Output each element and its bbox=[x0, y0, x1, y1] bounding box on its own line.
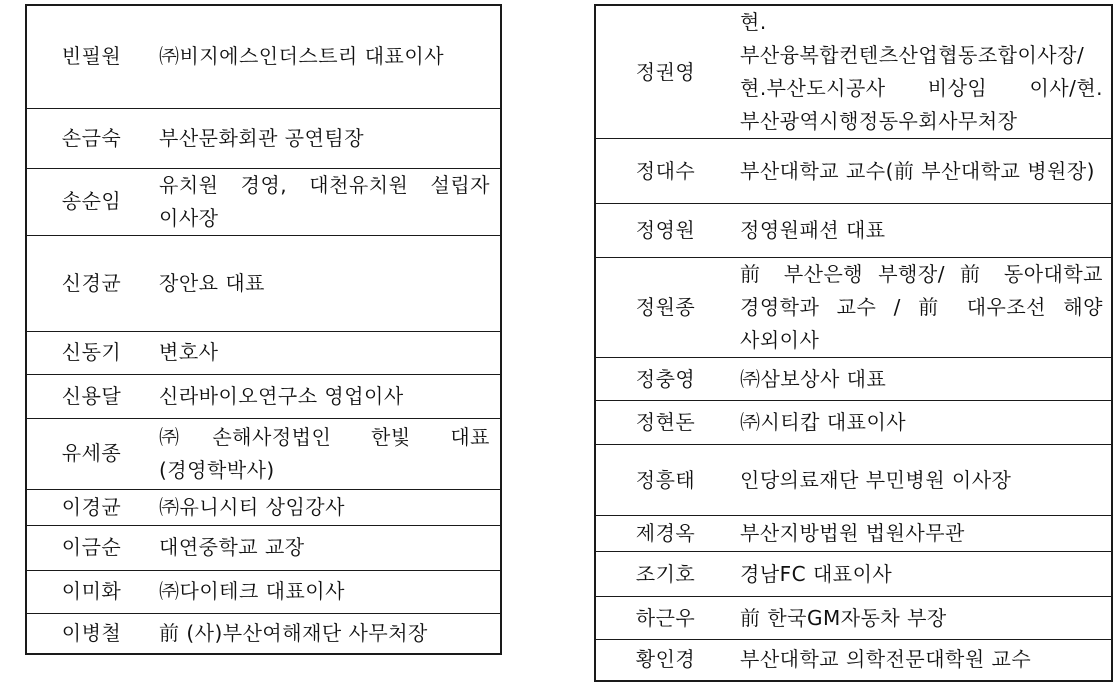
member-affiliation: 정영원패션 대표 bbox=[735, 204, 1112, 258]
member-affiliation: 부산지방법원 법원사무관 bbox=[735, 516, 1112, 552]
member-name: 신용달 bbox=[26, 374, 156, 418]
table-row bbox=[26, 331, 501, 374]
member-name: 이경균 bbox=[26, 489, 156, 525]
member-name: 정원종 bbox=[595, 258, 735, 358]
table-row bbox=[26, 418, 501, 489]
member-name: 정대수 bbox=[595, 139, 735, 204]
member-affiliation: 장안요 대표 bbox=[156, 235, 501, 331]
member-affiliation: 인당의료재단 부민병원 이사장 bbox=[735, 445, 1112, 516]
member-affiliation: 前 (사)부산여해재단 사무처장 bbox=[156, 613, 501, 654]
member-affiliation: 부산대학교 의학전문대학원 교수 bbox=[735, 640, 1112, 681]
member-affiliation: ㈜시티캅 대표이사 bbox=[735, 401, 1112, 445]
member-name: 황인경 bbox=[595, 640, 735, 681]
member-affiliation: ㈜유니시티 상임강사 bbox=[156, 489, 501, 525]
table-row bbox=[595, 445, 1112, 516]
member-table-left bbox=[25, 4, 502, 655]
member-name: 조기호 bbox=[595, 552, 735, 597]
member-name: 빈필원 bbox=[26, 5, 156, 108]
member-affiliation: ㈜비지에스인더스트리 대표이사 bbox=[156, 5, 501, 108]
member-affiliation: 前 한국GM자동차 부장 bbox=[735, 597, 1112, 640]
table-row bbox=[26, 525, 501, 570]
member-name: 제경옥 bbox=[595, 516, 735, 552]
member-name: 정권영 bbox=[595, 5, 735, 139]
member-name: 이병철 bbox=[26, 613, 156, 654]
table-row bbox=[595, 139, 1112, 204]
member-table-right bbox=[594, 4, 1113, 682]
table-row bbox=[26, 489, 501, 525]
member-affiliation: 경남FC 대표이사 bbox=[735, 552, 1112, 597]
member-affiliation: 前 부산은행 부행장/ 前 동아대학교 경영학과 교수 / 前 대우조선 해양 사외이사 bbox=[735, 258, 1112, 358]
table-row bbox=[595, 401, 1112, 445]
member-name: 손금숙 bbox=[26, 108, 156, 168]
member-affiliation: 부산대학교 교수(前 부산대학교 병원장) bbox=[735, 139, 1112, 204]
member-name: 신동기 bbox=[26, 331, 156, 374]
member-name: 정흥태 bbox=[595, 445, 735, 516]
table-row bbox=[595, 358, 1112, 401]
table-row bbox=[26, 168, 501, 235]
table-row bbox=[26, 235, 501, 331]
table-row bbox=[595, 552, 1112, 597]
table-row bbox=[26, 108, 501, 168]
member-affiliation: 대연중학교 교장 bbox=[156, 525, 501, 570]
table-row bbox=[26, 374, 501, 418]
member-name: 송순임 bbox=[26, 168, 156, 235]
member-name: 하근우 bbox=[595, 597, 735, 640]
member-name: 유세종 bbox=[26, 418, 156, 489]
member-name: 이금순 bbox=[26, 525, 156, 570]
table-row bbox=[595, 516, 1112, 552]
table-row bbox=[26, 570, 501, 613]
table-row bbox=[26, 613, 501, 654]
table-row bbox=[26, 5, 501, 108]
member-affiliation: 현.부산융복합컨텐츠산업협동조합이사장/현.부산도시공사 비상임 이사/현.부산광역시행정동우회사무처장 bbox=[735, 5, 1112, 139]
table-row bbox=[595, 640, 1112, 681]
member-name: 정영원 bbox=[595, 204, 735, 258]
table-row bbox=[595, 5, 1112, 139]
member-affiliation: ㈜다이테크 대표이사 bbox=[156, 570, 501, 613]
member-affiliation: 부산문화회관 공연팀장 bbox=[156, 108, 501, 168]
member-name: 신경균 bbox=[26, 235, 156, 331]
member-affiliation: 유치원 경영, 대천유치원 설립자 이사장 bbox=[156, 168, 501, 235]
member-affiliation: ㈜삼보상사 대표 bbox=[735, 358, 1112, 401]
member-affiliation: 변호사 bbox=[156, 331, 501, 374]
member-affiliation: ㈜손해사정법인 한빛 대표(경영학박사) bbox=[156, 418, 501, 489]
table-row bbox=[595, 597, 1112, 640]
member-affiliation: 신라바이오연구소 영업이사 bbox=[156, 374, 501, 418]
member-name: 정현돈 bbox=[595, 401, 735, 445]
member-name: 정충영 bbox=[595, 358, 735, 401]
member-name: 이미화 bbox=[26, 570, 156, 613]
table-row bbox=[595, 204, 1112, 258]
table-row bbox=[595, 258, 1112, 358]
